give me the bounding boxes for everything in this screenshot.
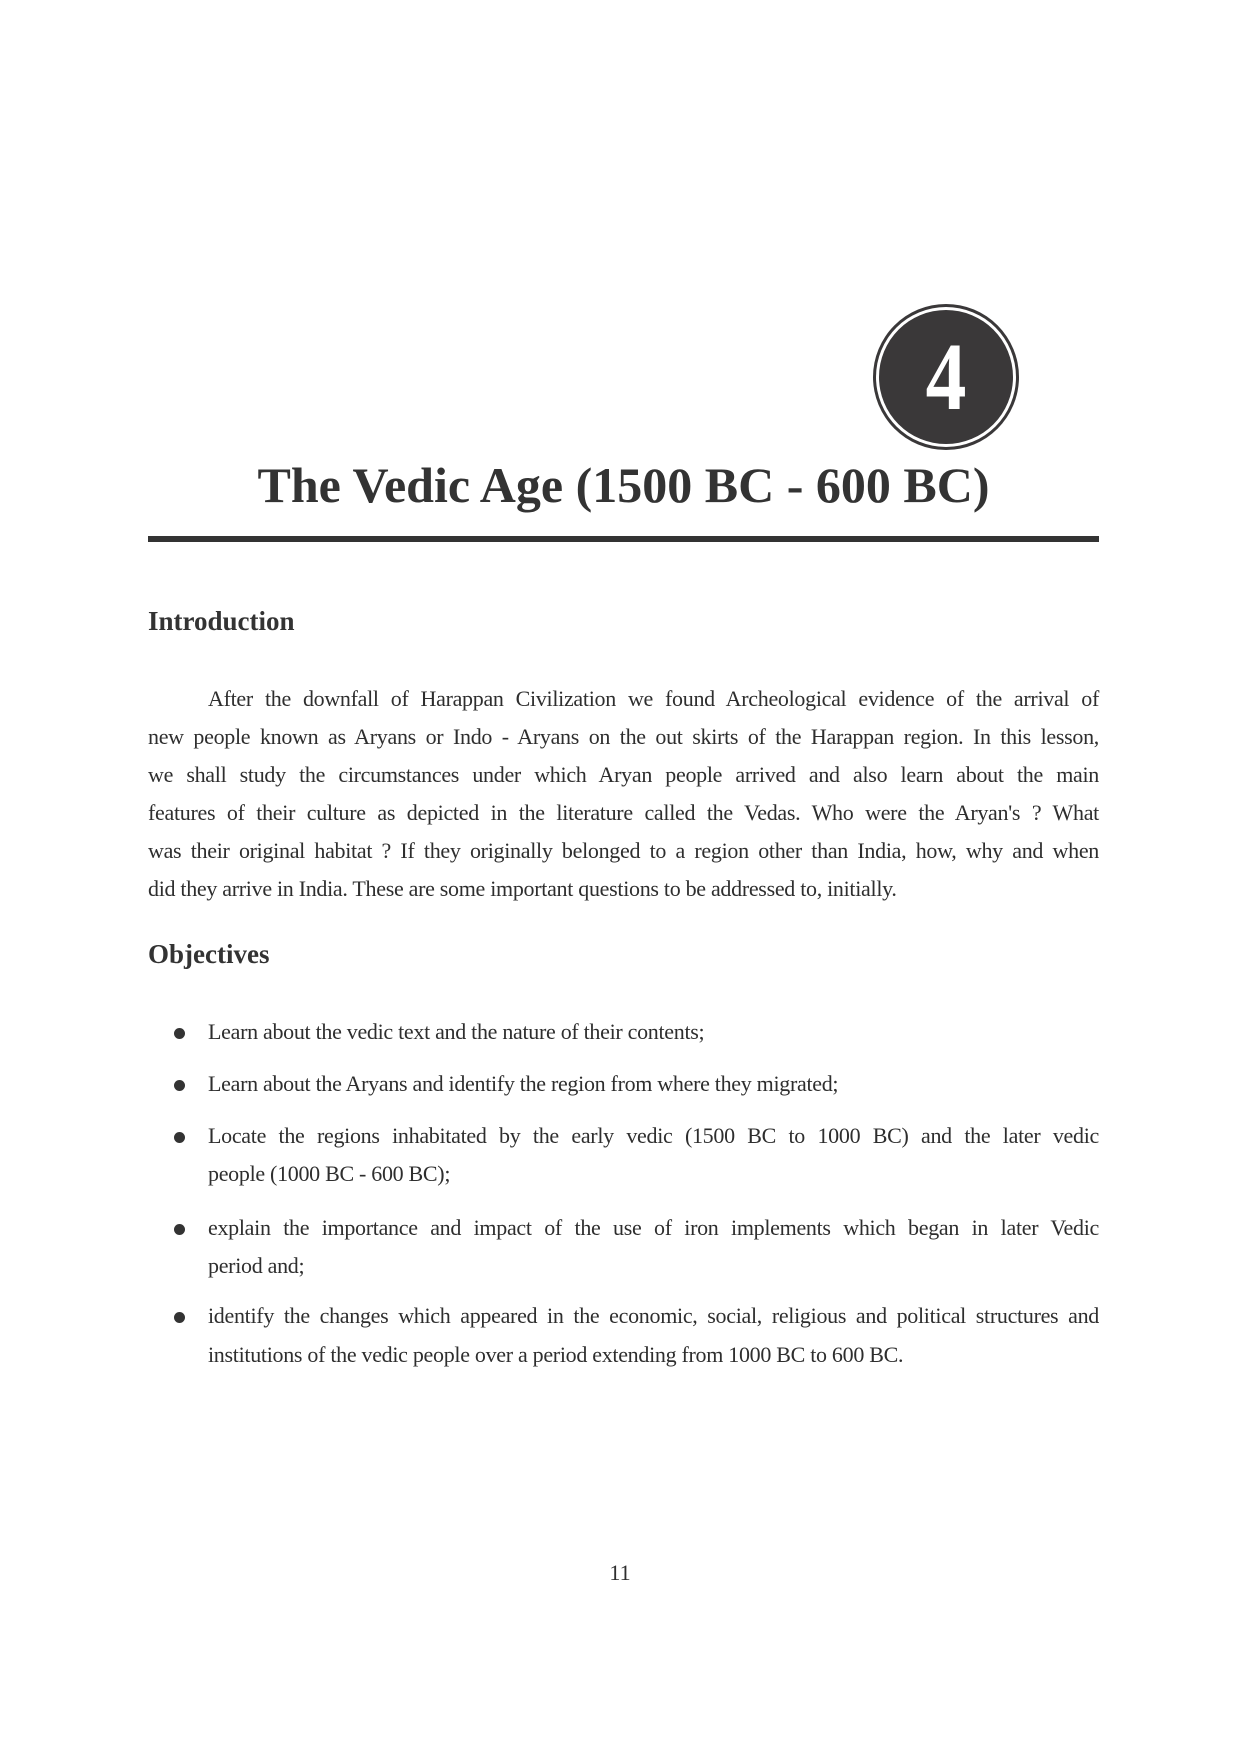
bullet-icon [174, 1312, 185, 1323]
paragraph-line: we shall study the circumstances under which Aryan people arrived and also learn about the main [148, 762, 1099, 787]
objective-item: Learn about the vedic text and the nature of their contents; [208, 1019, 705, 1044]
objective-item: Learn about the Aryans and identify the region from where they migrated; [208, 1071, 839, 1096]
chapter-number: 4 [925, 323, 967, 430]
objective-item: Locate the regions inhabitated by the early vedic (1500 BC to 1000 BC) and the later vedic [208, 1123, 1099, 1148]
chapter-title: The Vedic Age (1500 BC - 600 BC) [257, 457, 990, 513]
paragraph-line: new people known as Aryans or Indo - Aryans on the out skirts of the Harappan region. In this lesson, [148, 724, 1099, 749]
objective-item: explain the importance and impact of the use of iron implements which began in later Vedic [208, 1215, 1099, 1240]
objective-item: identify the changes which appeared in the economic, social, religious and political structures and [208, 1303, 1099, 1328]
objectives-heading: Objectives [148, 939, 270, 969]
introduction-heading: Introduction [148, 606, 295, 636]
paragraph-line: features of their culture as depicted in the literature called the Vedas. Who were the Aryan's ? What [148, 800, 1099, 825]
bullet-icon [174, 1028, 185, 1039]
paragraph-line: After the downfall of Harappan Civilization we found Archeological evidence of the arrival of [208, 686, 1099, 711]
bullet-icon [174, 1080, 185, 1091]
objective-item-continued: people (1000 BC - 600 BC); [208, 1161, 451, 1186]
title-divider [148, 536, 1099, 542]
paragraph-line: did they arrive in India. These are some important questions to be addressed to, initially. [148, 876, 897, 901]
chapter-number-badge [879, 310, 1013, 444]
objective-item-continued: period and; [208, 1253, 305, 1278]
objective-item-continued: institutions of the vedic people over a period extending from 1000 BC to 600 BC. [208, 1342, 904, 1367]
bullet-icon [174, 1132, 185, 1143]
paragraph-line: was their original habitat ? If they originally belonged to a region other than India, how, why and when [148, 838, 1099, 863]
bullet-icon [174, 1224, 185, 1235]
page-number: 11 [609, 1560, 631, 1585]
